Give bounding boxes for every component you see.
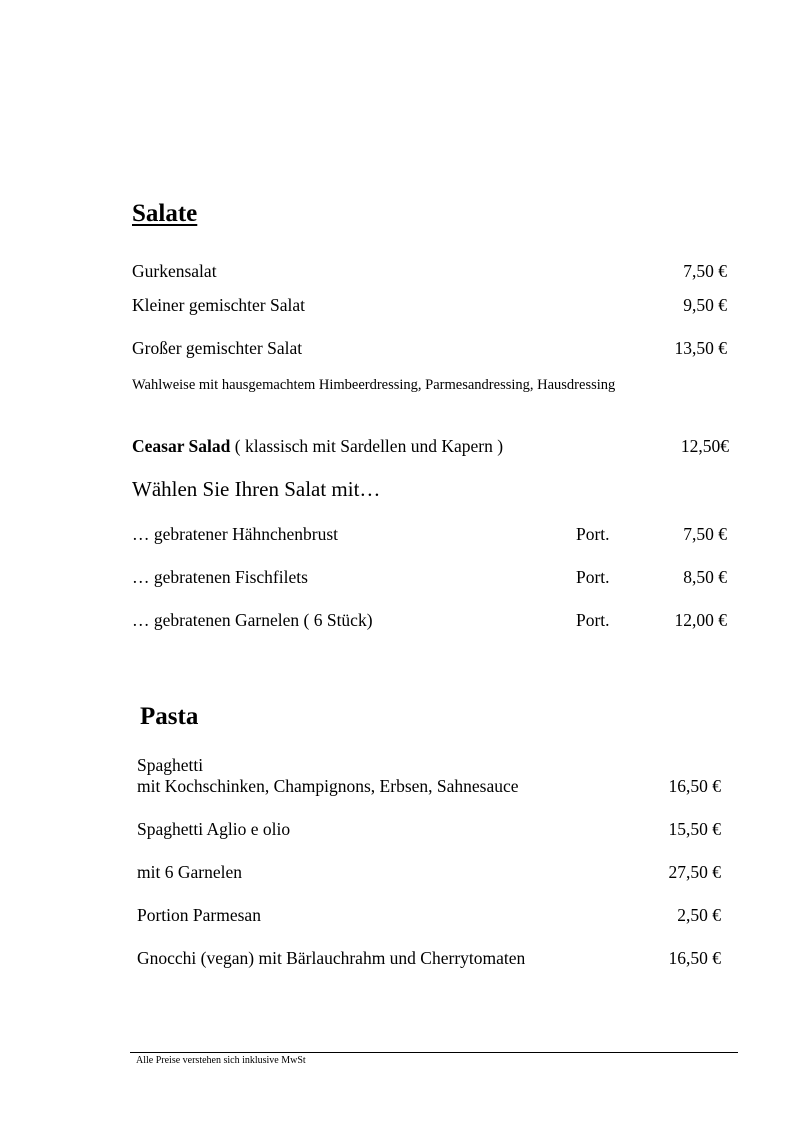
menu-item-name: Gnocchi (vegan) mit Bärlauchrahm und Cherrytomaten bbox=[137, 948, 526, 968]
menu-item-description: mit Kochschinken, Champignons, Erbsen, Sahnesauce bbox=[137, 776, 519, 796]
choose-salad-prompt: Wählen Sie Ihren Salat mit… bbox=[132, 477, 381, 501]
caesar-salad-item bbox=[132, 436, 503, 457]
menu-item-name: Spaghetti bbox=[137, 755, 204, 775]
addon-price: 12,00 € bbox=[674, 610, 727, 630]
dressing-note: Wahlweise mit hausgemachtem Himbeerdressing, Parmesandressing, Hausdressing bbox=[132, 377, 616, 393]
addon-price: 7,50 € bbox=[683, 524, 727, 544]
menu-item-name: Gurkensalat bbox=[132, 261, 217, 281]
menu-item-name: Portion Parmesan bbox=[137, 905, 261, 925]
menu-item-name: Kleiner gemischter Salat bbox=[132, 295, 305, 315]
addon-price: 8,50 € bbox=[683, 567, 727, 587]
salate-heading: Salate bbox=[132, 200, 198, 227]
menu-item-price: 16,50 € bbox=[668, 948, 721, 968]
menu-item-price: 27,50 € bbox=[668, 862, 721, 882]
addon-name: … gebratenen Garnelen ( 6 Stück) bbox=[132, 610, 373, 630]
menu-item-name: Großer gemischter Salat bbox=[132, 338, 303, 358]
menu-item-price: 2,50 € bbox=[677, 905, 721, 925]
footer-divider bbox=[130, 1052, 738, 1053]
menu-item-name: Spaghetti Aglio e olio bbox=[137, 819, 291, 839]
menu-item-price: 9,50 € bbox=[683, 295, 727, 315]
caesar-salad-title: Ceasar Salad bbox=[132, 436, 231, 456]
menu-item-price: 13,50 € bbox=[674, 338, 727, 358]
addon-name: … gebratenen Fischfilets bbox=[132, 567, 308, 587]
addon-unit: Port. bbox=[576, 610, 610, 630]
menu-item-price: 7,50 € bbox=[683, 261, 727, 281]
addon-unit: Port. bbox=[576, 567, 610, 587]
addon-name: … gebratener Hähnchenbrust bbox=[132, 524, 339, 544]
pasta-heading: Pasta bbox=[140, 703, 199, 730]
footer-note: Alle Preise verstehen sich inklusive MwSt bbox=[136, 1055, 306, 1066]
menu-item-price: 15,50 € bbox=[668, 819, 721, 839]
addon-unit: Port. bbox=[576, 524, 610, 544]
menu-item-price: 16,50 € bbox=[668, 776, 721, 796]
caesar-salad-description: ( klassisch mit Sardellen und Kapern ) bbox=[230, 436, 504, 456]
menu-item-name: mit 6 Garnelen bbox=[137, 862, 242, 882]
caesar-salad-price: 12,50€ bbox=[680, 436, 729, 456]
